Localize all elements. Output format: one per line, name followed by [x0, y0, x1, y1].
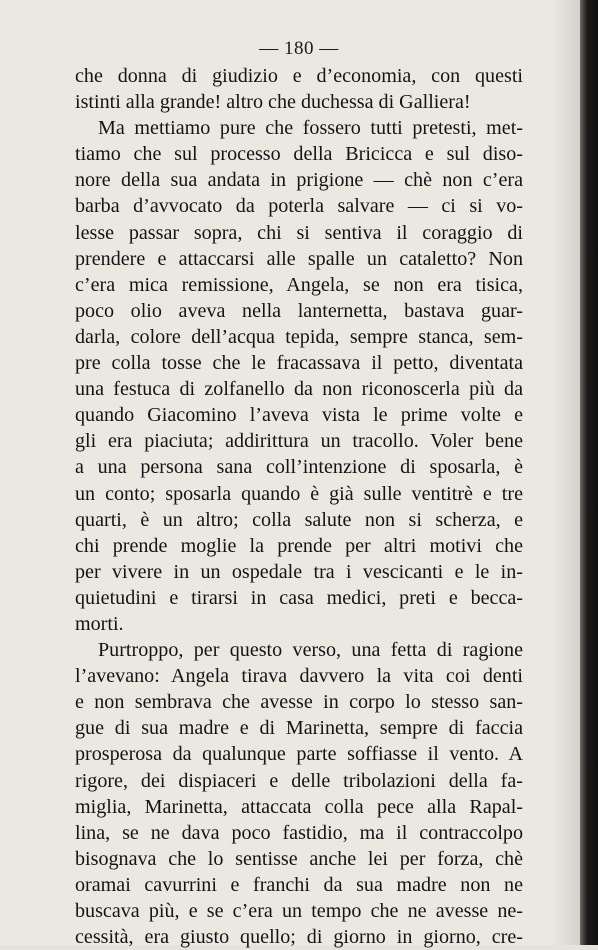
page-gutter-shadow — [552, 0, 580, 945]
text-line: istinti alla grande! altro che duchessa di Galliera! — [75, 91, 471, 114]
text-line: bisognava che lo sentisse anche lei per forza, chè — [75, 847, 523, 870]
text-line: l’avevano: Angela tirava davvero la vita coi denti — [75, 665, 523, 688]
text-line: prendere e attaccarsi alle spalle un cataletto? Non — [75, 247, 523, 270]
text-line: poco olio aveva nella lanternetta, bastava guar- — [75, 299, 523, 322]
text-line: oramai cavurrini e franchi da sua madre non ne — [75, 873, 523, 896]
text-line: lina, se ne dava poco fastidio, ma il contraccolpo — [75, 821, 523, 844]
text-line: che donna di giudizio e d’economia, con questi — [75, 65, 523, 87]
body-text — [75, 63, 523, 950]
text-line: gli era piaciuta; addirittura un tracollo. Voler bene — [75, 430, 523, 453]
text-line: nore della sua andata in prigione — chè non c’era — [75, 169, 523, 192]
text-line: c’era mica remissione, Angela, se non era tisica, — [75, 273, 523, 296]
text-line: quarti, è un altro; colla salute non si scherza, e — [75, 508, 523, 531]
text-line: gue di sua madre e di Marinetta, sempre di faccia — [75, 717, 523, 740]
text-line: chi prende moglie la prende per altri motivi che — [75, 534, 523, 557]
text-line: morti. — [75, 612, 124, 635]
text-line: tiamo che sul processo della Bricicca e sul diso- — [75, 143, 523, 166]
text-line: quando Giacomino l’aveva vista le prime volte e — [75, 404, 523, 427]
text-line: miglia, Marinetta, attaccata colla pece alla Rapal- — [75, 795, 523, 818]
text-line: pre colla tosse che le fracassava il petto, diventata — [75, 352, 523, 375]
page-number: — 180 — — [259, 38, 339, 59]
text-line: una festuca di zolfanello da non riconoscerla più da — [75, 378, 523, 401]
text-line: Ma mettiamo pure che fossero tutti pretesti, met- — [98, 117, 523, 140]
text-line: quietudini e tirarsi in casa medici, preti e becca- — [75, 586, 523, 609]
text-line: barba d’avvocato da poterla salvare — ci si vo- — [75, 195, 523, 218]
text-line: un conto; sposarla quando è già sulle ventitrè e tre — [75, 482, 523, 505]
text-line: darla, colore dell’acqua tepida, sempre stanca, sem- — [75, 325, 523, 348]
text-line: lesse passar sopra, chi si sentiva il coraggio di — [75, 221, 523, 244]
text-line: e non sembrava che avesse in corpo lo stesso san- — [75, 691, 523, 714]
text-line: cessità, era giusto quello; di giorno in giorno, cre- — [75, 926, 523, 949]
text-line: buscava più, e se c’era un tempo che ne avesse ne- — [75, 900, 523, 922]
text-line: a una persona sana coll’intenzione di sposarla, è — [75, 456, 523, 479]
text-line: Purtroppo, per questo verso, una fetta di ragione — [98, 639, 523, 662]
text-line: per vivere in un ospedale tra i vescicanti e le in- — [75, 560, 523, 583]
text-line: prosperosa da qualunque parte soffiasse il vento. A — [75, 743, 523, 766]
text-line: rigore, dei dispiaceri e delle tribolazioni della fa- — [75, 769, 523, 792]
book-binding-edge — [580, 0, 598, 945]
